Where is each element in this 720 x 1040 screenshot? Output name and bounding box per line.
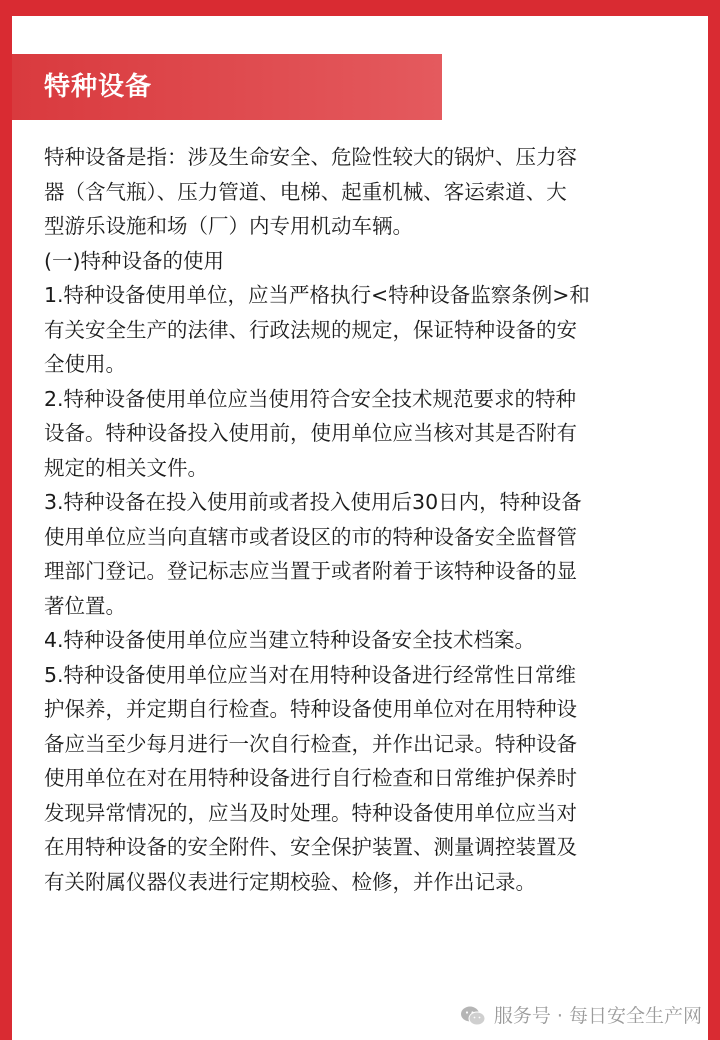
body-line: 型游乐设施和场（厂）内专用机动车辆。 bbox=[44, 214, 413, 238]
section-banner bbox=[12, 54, 442, 120]
body-line: 1.特种设备使用单位，应当严格执行<特种设备监察条例>和 bbox=[44, 283, 590, 307]
section-title: 特种设备 bbox=[44, 72, 153, 102]
wechat-icon bbox=[460, 1005, 486, 1027]
watermark-text: 服务号 · 每日安全生产网 bbox=[493, 1005, 702, 1027]
body-line: 4.特种设备使用单位应当建立特种设备安全技术档案。 bbox=[44, 628, 536, 652]
body-line: 3.特种设备在投入使用前或者投入使用后30日内，特种设备 bbox=[44, 490, 582, 514]
body-line: 5.特种设备使用单位应当对在用特种设备进行经常性日常维 bbox=[44, 662, 577, 687]
body-line: 护保养，并定期自行检查。特种设备使用单位对在用特种设 bbox=[44, 697, 577, 721]
body-line: 使用单位在对在用特种设备进行自行检查和日常维护保养时 bbox=[44, 766, 577, 790]
body-line: 特种设备是指：涉及生命安全、危险性较大的锅炉、压力容 bbox=[44, 145, 577, 169]
body-line: 设备。特种设备投入使用前，使用单位应当核对其是否附有 bbox=[44, 421, 577, 445]
body-line: 全使用。 bbox=[44, 352, 126, 376]
body-line: 器（含气瓶）、压力管道、电梯、起重机械、客运索道、大 bbox=[44, 179, 567, 204]
body-line: 有关附属仪器仪表进行定期校验、检修，并作出记录。 bbox=[44, 869, 536, 894]
body-line: 2.特种设备使用单位应当使用符合安全技术规范要求的特种 bbox=[44, 386, 577, 411]
body-line: 著位置。 bbox=[44, 593, 126, 618]
body-line: 规定的相关文件。 bbox=[44, 455, 208, 480]
body-line: 理部门登记。登记标志应当置于或者附着于该特种设备的显 bbox=[44, 559, 577, 583]
body-line: 有关安全生产的法律、行政法规的规定，保证特种设备的安 bbox=[44, 317, 577, 342]
body-line: 使用单位应当向直辖市或者设区的市的特种设备安全监督管 bbox=[44, 524, 577, 549]
article-body bbox=[44, 140, 692, 899]
source-watermark bbox=[460, 1004, 702, 1028]
body-line: 发现异常情况的，应当及时处理。特种设备使用单位应当对 bbox=[44, 800, 577, 825]
body-line: (一)特种设备的使用 bbox=[44, 248, 224, 273]
body-line: 备应当至少每月进行一次自行检查，并作出记录。特种设备 bbox=[44, 731, 577, 756]
body-line: 在用特种设备的安全附件、安全保护装置、测量调控装置及 bbox=[44, 835, 577, 859]
